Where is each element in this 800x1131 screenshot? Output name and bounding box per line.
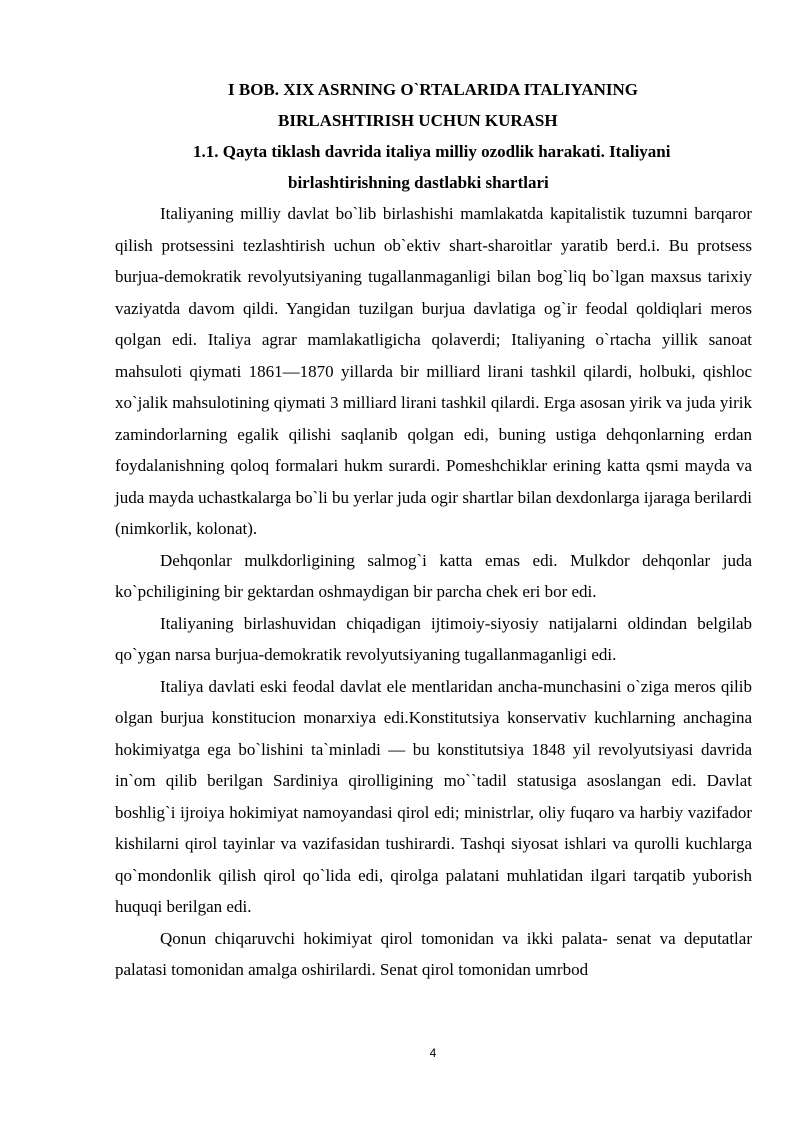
- body-paragraph: Qonun chiqaruvchi hokimiyat qirol tomonidan va ikki palata- senat va deputatlar palatasi tomonidan amalga oshirilardi. Senat qirol tomonidan umrbod: [115, 928, 752, 979]
- section-title-line-1: 1.1. Qayta tiklash davrida italiya milliy ozodlik harakati. Italiyani: [193, 142, 671, 161]
- body-paragraph: Italiyaning milliy davlat bo`lib birlashishi mamlakatda kapitalistik tuzumni barqaror qilish protsessini tezlashtirish uchun ob`ektiv shart-sharoitlar yaratib berd.i. Bu protsess burjua-demokratik revolyutsiyaning tugallanmaganligi bilan bog`liq bo`lgan maxsus tarixiy vaziyatda davom qildi. Yangidan tuzilgan burjua davlatiga og`ir feodal qoldiqlari meros qolgan edi. Italiya agrar mamlakatligicha qolaverdi; Italiyaning o`rtacha yillik sanoat mahsuloti qiymati 1861—1870 yillarda bir milliard lirani tashkil qilardi, holbuki, qishloc xo`jalik mahsulotining qiymati 3 milliard lirani tashkil qilardi. Erga asosan yirik va juda yirik zamindorlarning egalik qilishi saqlanib qolgan edi, buning ustiga dehqonlarning erdan foydalanishning qoloq formalari hukm surardi. Pomeshchiklar erining katta qsmi mayda va juda mayda uchastkalarga bo`li bu yerlar juda ogir shartlar bilan dexdonlarga ijaraga berilardi (nimkorlik, kolonat).: [115, 204, 752, 538]
- chapter-title-line-2: BIRLASHTIRISH UCHUN KURASH: [278, 111, 558, 130]
- body-paragraph: Italiyaning birlashuvidan chiqadigan ijtimoiy-siyosiy natijalarni oldindan belgilab qo`ygan narsa burjua-demokratik revolyutsiyaning tugallanmaganligi edi.: [115, 613, 752, 664]
- chapter-title-line-1: I BOB. XIX ASRNING O`RTALARIDA ITALIYANING: [228, 80, 639, 99]
- document-page: [115, 74, 752, 986]
- page-number: 4: [429, 1046, 437, 1060]
- section-title-line-2: birlashtirishning dastlabki shartlari: [288, 173, 549, 192]
- body-paragraph: Dehqonlar mulkdorligining salmog`i katta emas edi. Mulkdor dehqonlar juda ko`pchiligining bir gektardan oshmaydigan bir parcha chek eri bor edi.: [115, 550, 752, 601]
- body-paragraph: Italiya davlati eski feodal davlat ele mentlaridan ancha-munchasini o`ziga meros qilib olgan burjua konstitucion monarxiya edi.Konstitutsiya konservativ kuchlarning anchagina hokimiyatga ega bo`lishini ta`minladi — bu konstitutsiya 1848 yil revolyutsiyasi davrida in`om qilib berilgan Sardiniya qirolligining mo``tadil statusiga asoslangan edi. Davlat boshlig`i ijroiya hokimiyat namoyandasi qirol edi; ministrlar, oliy fuqaro va harbiy vazifador kishilarni qirol tayinlar va vazifasidan tushirardi. Tashqi siyosat ishlari va qurolli kuchlarga qo`mondonlik qilish qirol qo`lida edi, qirolga palatani muhlatidan ilgari tarqatib yuborish huquqi berilgan edi.: [115, 676, 752, 916]
